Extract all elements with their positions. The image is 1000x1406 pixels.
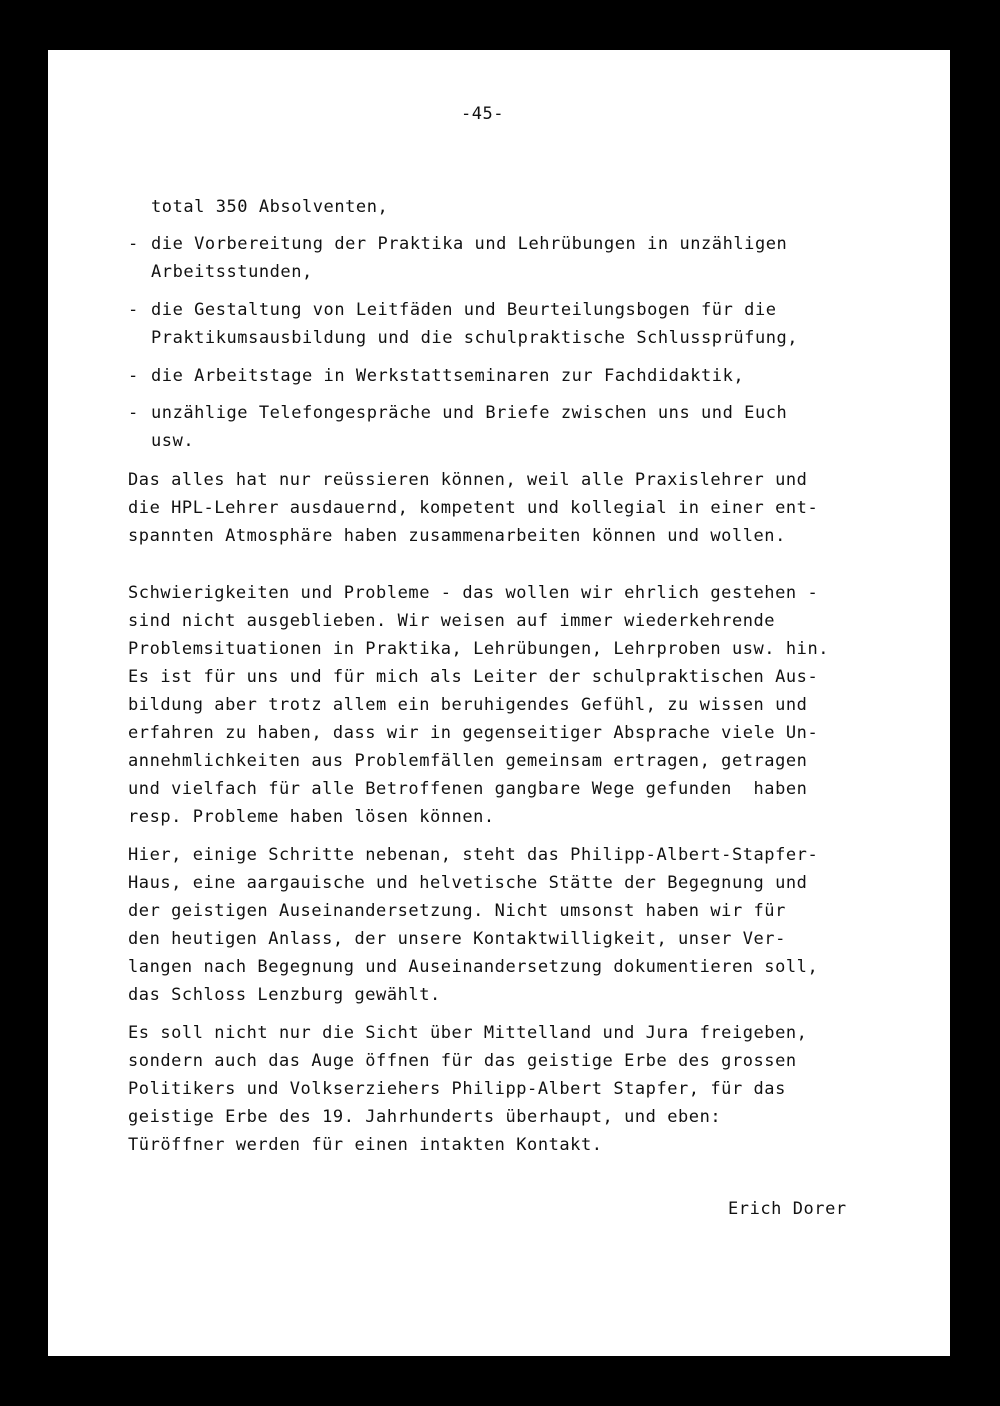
list-item-line: unzählige Telefongespräche und Briefe zwischen uns und Euch <box>151 403 788 423</box>
page-number: -45- <box>461 104 504 124</box>
list-item-line: die Vorbereitung der Praktika und Lehrübungen in unzähligen <box>151 234 788 254</box>
paragraph-line: Es ist für uns und für mich als Leiter der schulpraktischen Aus- <box>128 667 819 687</box>
paragraph-line: bildung aber trotz allem ein beruhigendes Gefühl, zu wissen und <box>128 695 808 715</box>
list-item-dash: - <box>128 366 139 386</box>
list-item-line: die Gestaltung von Leitfäden und Beurteilungsbogen für die <box>151 300 777 320</box>
list-item-line: die Arbeitstage in Werkstattseminaren zur Fachdidaktik, <box>151 366 745 386</box>
list-item-line: Arbeitsstunden, <box>151 262 313 282</box>
paragraph-line: Türöffner werden für einen intakten Kontakt. <box>128 1135 603 1155</box>
paragraph-line: Das alles hat nur reüssieren können, weil alle Praxislehrer und <box>128 470 808 490</box>
paragraph-line: sondern auch das Auge öffnen für das geistige Erbe des grossen <box>128 1051 797 1071</box>
paragraph-line: und vielfach für alle Betroffenen gangbare Wege gefunden haben <box>128 779 808 799</box>
paragraph-line: das Schloss Lenzburg gewählt. <box>128 985 441 1005</box>
list-item-dash: - <box>128 403 139 423</box>
paragraph-line: Haus, eine aargauische und helvetische Stätte der Begegnung und <box>128 873 808 893</box>
paragraph-line: den heutigen Anlass, der unsere Kontaktwilligkeit, unser Ver- <box>128 929 786 949</box>
paragraph-line: geistige Erbe des 19. Jahrhunderts überhaupt, und eben: <box>128 1107 722 1127</box>
paragraph-line: Hier, einige Schritte nebenan, steht das Philipp-Albert-Stapfer- <box>128 845 819 865</box>
list-intro: total 350 Absolventen, <box>151 197 389 217</box>
paragraph-line: sind nicht ausgeblieben. Wir weisen auf immer wiederkehrende <box>128 611 776 631</box>
paragraph-line: Es soll nicht nur die Sicht über Mittelland und Jura freigeben, <box>128 1023 808 1043</box>
paragraph-line: Schwierigkeiten und Probleme - das wollen wir ehrlich gestehen - <box>128 583 819 603</box>
list-item-line: Praktikumsausbildung und die schulpraktische Schlussprüfung, <box>151 328 799 348</box>
paragraph-line: die HPL-Lehrer ausdauernd, kompetent und kollegial in einer ent- <box>128 498 819 518</box>
signature: Erich Dorer <box>728 1199 847 1219</box>
paragraph-line: resp. Probleme haben lösen können. <box>128 807 495 827</box>
paragraph-line: der geistigen Auseinandersetzung. Nicht umsonst haben wir für <box>128 901 786 921</box>
paragraph-line: annehmlichkeiten aus Problemfällen gemeinsam ertragen, getragen <box>128 751 808 771</box>
paragraph-line: langen nach Begegnung und Auseinandersetzung dokumentieren soll, <box>128 957 819 977</box>
list-item-dash: - <box>128 300 139 320</box>
paragraph-line: Problemsituationen in Praktika, Lehrübungen, Lehrproben usw. hin. <box>128 639 830 659</box>
paragraph-line: erfahren zu haben, dass wir in gegenseitiger Absprache viele Un- <box>128 723 819 743</box>
list-item-line: usw. <box>151 431 195 451</box>
paragraph-line: Politikers und Volkserziehers Philipp-Albert Stapfer, für das <box>128 1079 786 1099</box>
list-item-dash: - <box>128 234 139 254</box>
paragraph-line: spannten Atmosphäre haben zusammenarbeiten können und wollen. <box>128 526 786 546</box>
